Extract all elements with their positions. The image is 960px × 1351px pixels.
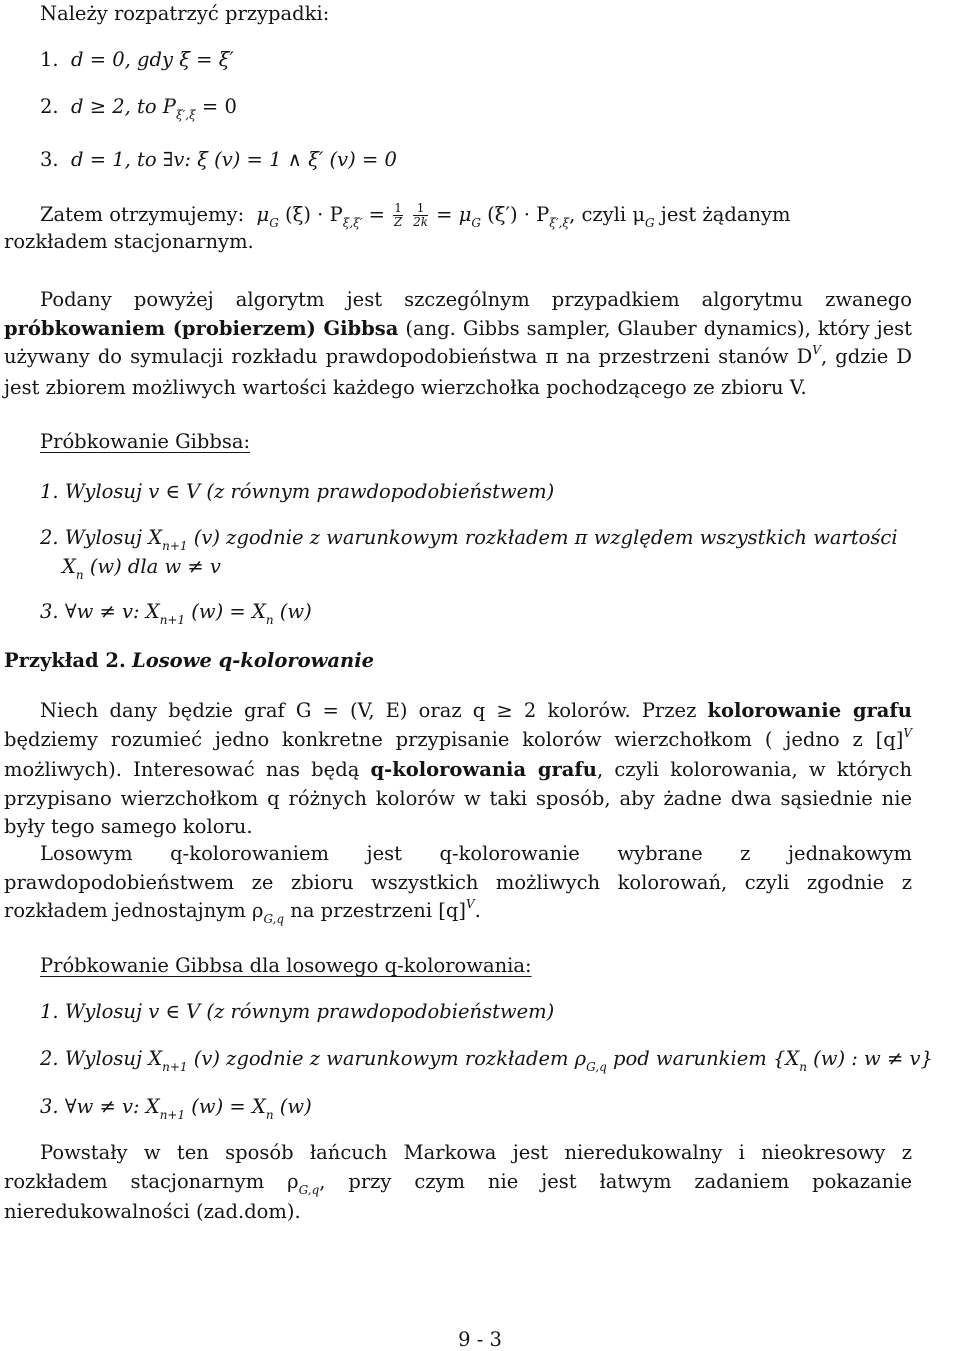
q-step-3: 3. ∀w ≠ v: $X_{n+1}$ $(w) = X_n$ (w) xyxy=(40,1095,312,1122)
gibbs-step-3: 3. ∀w ≠ v: $X_{n+1}$ $(w) = X_n$ (w) xyxy=(40,600,312,627)
gibbs-step-2-cont: $X_n$ (w) dla w ≠ v xyxy=(62,555,221,582)
intro-text: Należy rozpatrzyć przypadki: xyxy=(40,2,330,25)
fraction-1-over-zg: $\frac{1}{Z}$ xyxy=(393,201,403,230)
gibbs-step-1: 1. Wylosuj v ∈ V (z równym prawdopodobieństwem) xyxy=(40,480,555,503)
conclusion-formula: Zatem otrzymujemy: $\mu_G$ $(\xi) \cdot P_{\xi,\xi'}$ = $\frac{1}{Z}$ $\frac{1}{2k}$ = $\mu_G$ $(\xi') \cdot P_{\xi',\xi}$, czyli $\mu_G$ jest żądanym xyxy=(40,201,791,231)
conclusion-line-2: rozkładem stacjonarnym. xyxy=(4,230,254,253)
paragraph-gibbs-intro: Podany powyżej algorytm jest szczególnym przypadkiem algorytmu zwanego próbkowaniem (probierzem) Gibbsa (ang. Gibbs sampler, Glauber dynamics), który jest używany do symulacji rozkładu prawdopodobieństwa π na przestrzeni stanów $D^V$, gdzie D jest zbiorem możliwych wartości każdego wierzchołka pochodzącego ze zbioru V. xyxy=(4,288,912,399)
case-2: 2. d ≥ 2, to $P_{\xi',\xi} = 0$ xyxy=(40,95,237,122)
paragraph-markov: Powstały w ten sposób łańcuch Markowa jest nieredukowalny i nieokresowy z rozkładem stacjonarnym $\rho_{G,q}$, przy czym nie jest łatwym zadaniem pokazanie nieredukowalności (zad.dom). xyxy=(4,1141,912,1224)
paragraph-random-coloring: Losowym q-kolorowaniem jest q-kolorowanie wybrane z jednakowym prawdopodobieństwem ze zbioru wszystkich możliwych kolorowań, czyli zgodnie z rozkładem jednostajnym $\rho_{G,q}$ na przestrzeni $[q]^V$. xyxy=(4,842,912,927)
example-heading: Przykład 2. Losowe q-kolorowanie xyxy=(4,649,375,672)
q-coloring-heading: Próbkowanie Gibbsa dla losowego q-kolorowania: xyxy=(40,954,532,977)
fraction-1-over-2k: $\frac{1}{2k}$ xyxy=(413,201,428,230)
paragraph-coloring: Niech dany będzie graf G = (V, E) oraz q ≥ 2 kolorów. Przez kolorowanie grafu będziemy rozumieć jedno konkretne przypisanie kolorów wierzchołkom ( jedno z $[q]^V$ możliwych). Interesować nas będą q-kolorowania grafu, czyli kolorowania, w których przypisano wierzchołkom q różnych kolorów w taki sposób, aby żadne dwa sąsiednie nie były tego samego koloru. xyxy=(4,699,913,839)
page-number: 9 - 3 xyxy=(458,1328,502,1351)
gibbs-heading: Próbkowanie Gibbsa: xyxy=(40,430,251,453)
case-1: 1. d = 0, gdy ξ = ξ′ xyxy=(40,48,234,71)
gibbs-step-2: 2. Wylosuj $X_{n+1}$ (v) zgodnie z warunkowym rozkładem π względem wszystkich wartości xyxy=(40,526,898,553)
q-step-1: 1. Wylosuj v ∈ V (z równym prawdopodobieństwem) xyxy=(40,1000,555,1023)
case-3: 3. d = 1, to ∃v: ξ (v) = 1 ∧ ξ′ (v) = 0 xyxy=(40,148,397,171)
q-step-2: 2. Wylosuj $X_{n+1}$ (v) zgodnie z warunkowym rozkładem $\rho_{G,q}$ pod warunkiem {$X_n$ (w) : w ≠ v} xyxy=(40,1047,933,1074)
